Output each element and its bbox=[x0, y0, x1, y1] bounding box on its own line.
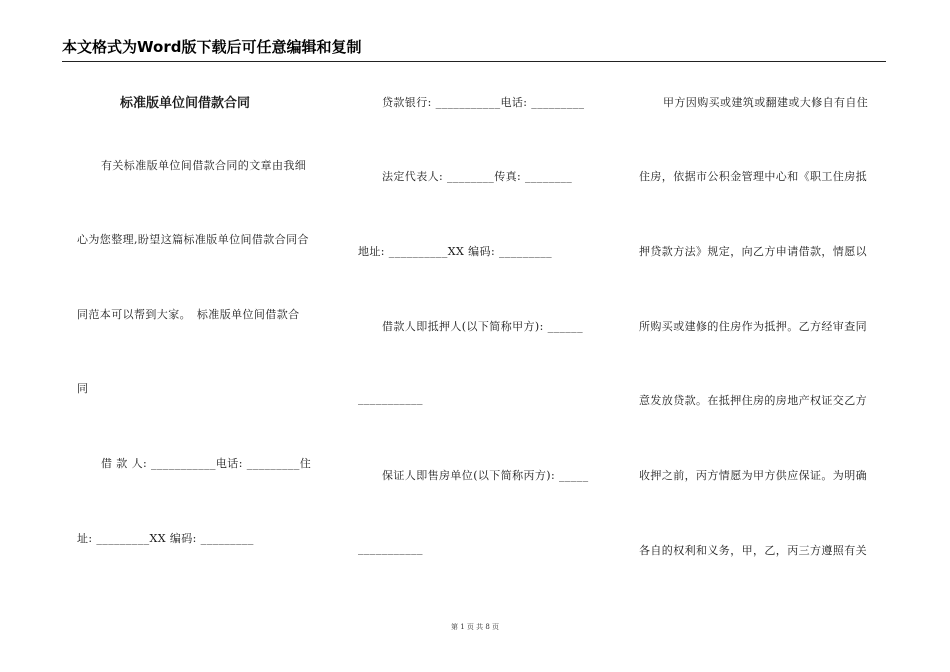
paragraph-line: 有关标准版单位间借款合同的文章由我细 bbox=[101, 159, 307, 172]
paragraph-line: 意发放贷款。在抵押住房的房地产权证交乙方 bbox=[639, 394, 867, 407]
blank-line: ___________ bbox=[358, 392, 423, 405]
guarantor-line: 保证人即售房单位(以下简称丙方): _____ bbox=[382, 469, 589, 482]
paragraph-line: 住房，依据市公积金管理中心和《职工住房抵 bbox=[639, 170, 867, 183]
address-line: 址: _________XX 编码: _________ bbox=[77, 532, 254, 545]
paragraph-line: 收押之前，丙方情愿为甲方供应保证。为明确 bbox=[639, 469, 867, 482]
borrower-line: 借 款 人: ___________电话: _________住 bbox=[101, 457, 312, 470]
paragraph-line: 各自的权利和义务，甲，乙，丙三方遵照有关 bbox=[639, 544, 867, 557]
borrower-mortgagor-line: 借款人即抵押人(以下简称甲方): ______ bbox=[382, 320, 583, 333]
address-line: 地址: __________XX 编码: _________ bbox=[358, 245, 553, 258]
document-header: 本文格式为Word版下载后可任意编辑和复制 bbox=[62, 36, 886, 62]
paragraph-line: 同范本可以帮到大家。 标准版单位间借款合 bbox=[77, 308, 300, 321]
legal-representative-line: 法定代表人: ________传真: ________ bbox=[382, 170, 573, 183]
blank-line: ___________ bbox=[358, 542, 423, 555]
paragraph-line: 甲方因购买或建筑或翻建或大修自有自住 bbox=[663, 96, 869, 109]
page-number: 第 1 页 共 8 页 bbox=[450, 623, 500, 631]
paragraph-line: 心为您整理,盼望这篇标准版单位间借款合同合 bbox=[77, 233, 309, 246]
paragraph-line: 同 bbox=[77, 382, 89, 395]
lender-bank-line: 贷款银行: ___________电话: _________ bbox=[382, 96, 585, 109]
paragraph-line: 押贷款方法》规定，向乙方申请借款，情愿以 bbox=[639, 245, 867, 258]
paragraph-line: 所购买或建修的住房作为抵押。乙方经审查同 bbox=[639, 320, 867, 333]
document-title: 标准版单位间借款合同 bbox=[120, 96, 251, 111]
